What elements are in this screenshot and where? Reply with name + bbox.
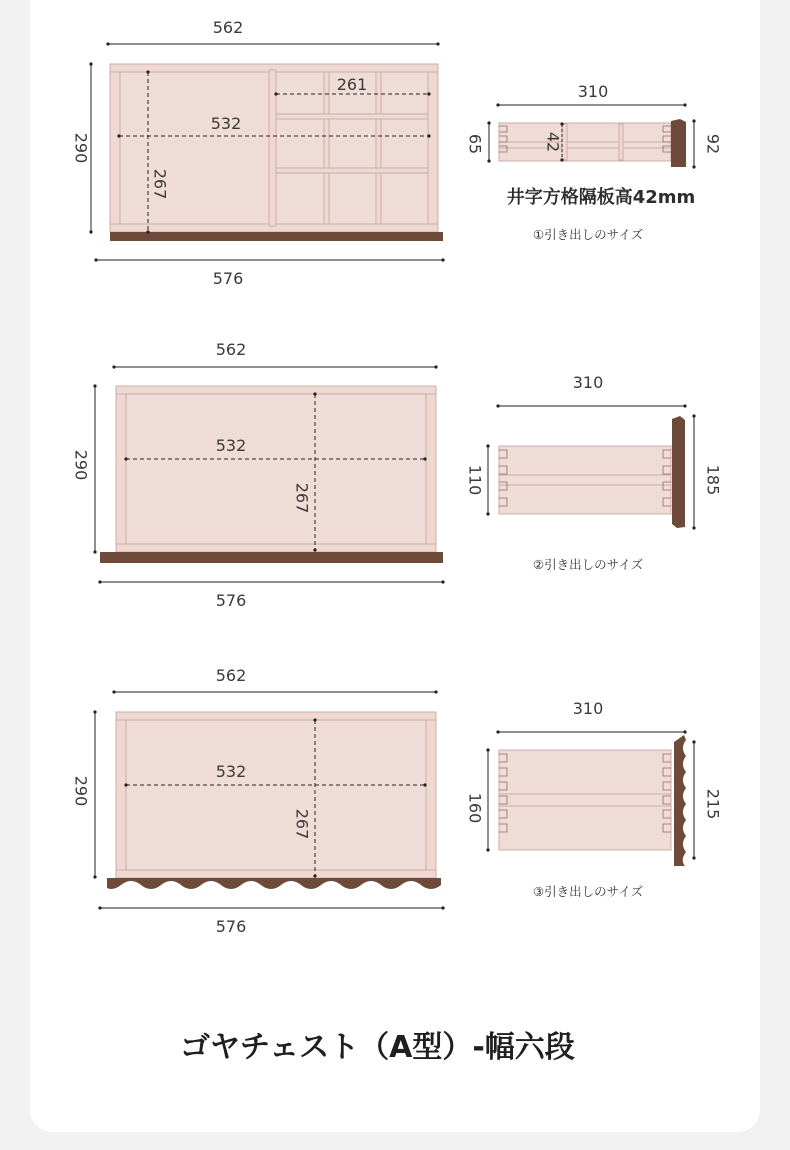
front-diagram-3: [466, 699, 723, 899]
front-diagram-2: [466, 373, 723, 572]
front-3-outer-height-label: 215: [703, 788, 723, 820]
front-3-inner-height-label: 160: [465, 792, 485, 824]
front-2-width-label: 310: [572, 373, 604, 392]
drawer-diagram-1: [72, 18, 445, 288]
front-1-divider-height-label: 42: [543, 131, 563, 153]
drawer-1-height-label: 290: [71, 132, 91, 164]
drawer-3-base: [107, 878, 441, 889]
front-1-width-label: 310: [577, 82, 609, 101]
drawer-2-top-width-label: 562: [215, 340, 247, 359]
front-diagram-1: [466, 82, 723, 242]
drawer-2-base: [100, 552, 443, 563]
drawer-diagram-2: [72, 340, 445, 610]
drawer-2-bottom-width-label: 576: [215, 591, 247, 610]
front-2-outer-height-label: 185: [703, 464, 723, 496]
drawer-2-inner-depth-label: 267: [292, 482, 312, 514]
drawer-2-inner-width-label: 532: [215, 436, 247, 455]
drawer-1-inner-width-label: 532: [210, 114, 242, 133]
product-title: ゴヤチェスト（A型）-幅六段: [180, 1030, 575, 1065]
drawer-2-height-label: 290: [71, 449, 91, 481]
drawer-1-top-width-label: 562: [212, 18, 244, 37]
drawer-3-bottom-width-label: 576: [215, 917, 247, 936]
drawer-3-inner-width-label: 532: [215, 762, 247, 781]
drawer-1-base: [110, 232, 443, 241]
drawer-1-caption: ①引き出しのサイズ: [532, 227, 644, 242]
front-1-inner-height-label: 65: [465, 133, 485, 155]
drawer-2-caption: ②引き出しのサイズ: [532, 557, 644, 572]
drawer-3-body: [116, 712, 436, 878]
drawer-3-top-width-label: 562: [215, 666, 247, 685]
drawer-3-height-label: 290: [71, 775, 91, 807]
drawer-1-bottom-width-label: 576: [212, 269, 244, 288]
drawer-2-body: [116, 386, 436, 552]
drawer-3-inner-depth-label: 267: [292, 808, 312, 840]
drawer-1-inner-depth-label: 267: [150, 168, 170, 200]
divider-height-note: 井字方格隔板高42mm: [506, 187, 696, 208]
drawer-diagram-3: [72, 666, 445, 936]
drawer-3-caption: ③引き出しのサイズ: [532, 884, 644, 899]
front-2-inner-height-label: 110: [465, 464, 485, 496]
drawer-1-partition-width-label: 261: [336, 75, 368, 94]
front-3-width-label: 310: [572, 699, 604, 718]
front-1-outer-height-label: 92: [703, 133, 723, 155]
